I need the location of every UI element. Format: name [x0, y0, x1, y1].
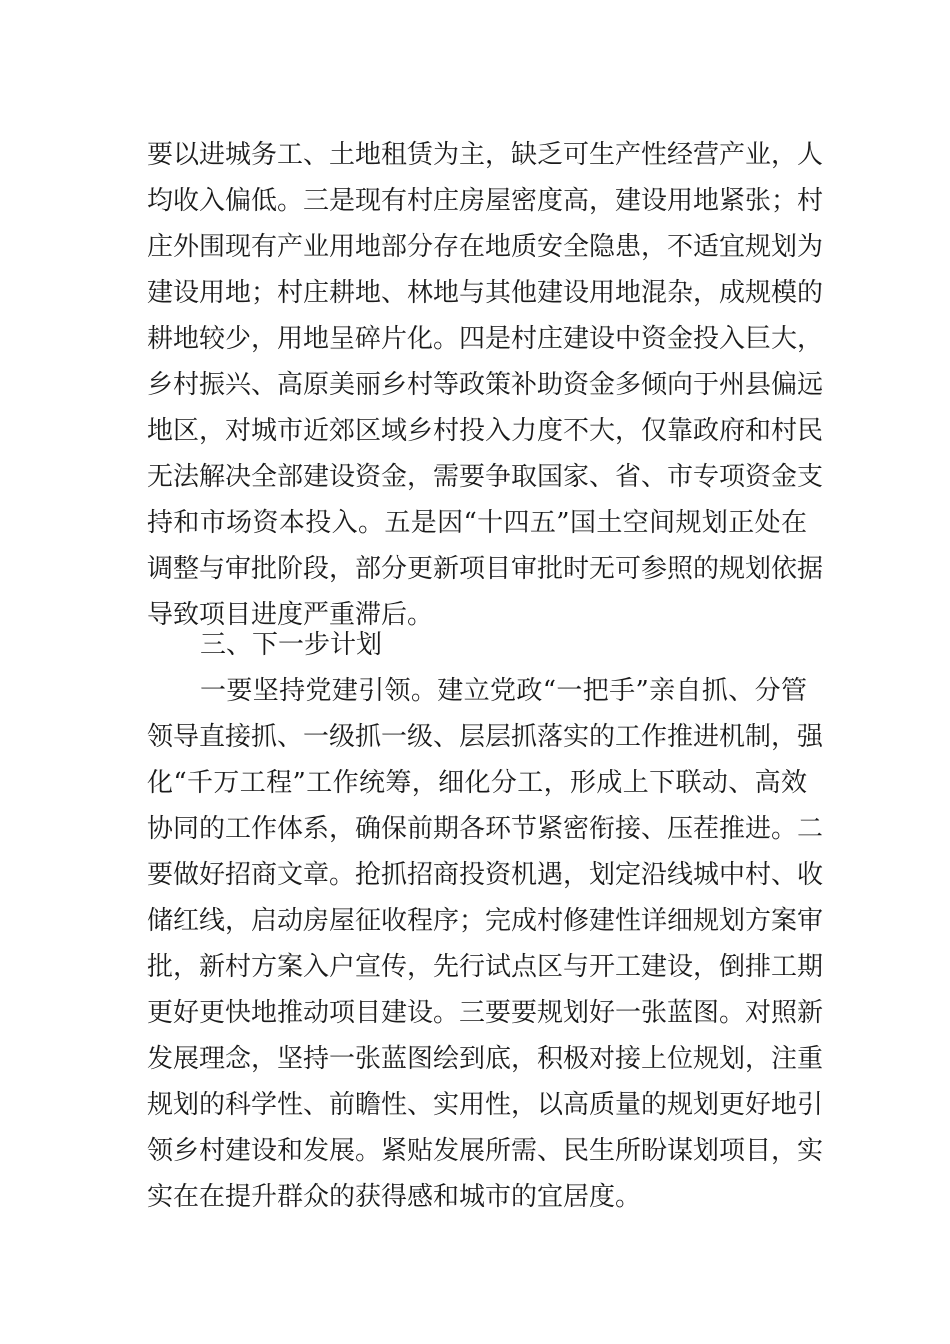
- paragraph-1-line: 导致项目进度严重滞后。: [147, 600, 434, 630]
- paragraph-2-line: 要做好招商文章。抢抓招商投资机遇，划定沿线城中村、收: [147, 860, 824, 890]
- paragraph-1-line: 地区，对城市近郊区域乡村投入力度不大，仅靠政府和村民: [147, 416, 824, 446]
- paragraph-1-line: 无法解决全部建设资金，需要争取国家、省、市专项资金支: [147, 462, 824, 492]
- paragraph-1-line: 持和市场资本投入。五是因“十四五”国土空间规划正处在: [147, 508, 807, 538]
- paragraph-2-line: 储红线，启动房屋征收程序；完成村修建性详细规划方案审: [147, 906, 824, 936]
- paragraph-1-line: 庄外围现有产业用地部分存在地质安全隐患，不适宜规划为: [147, 232, 824, 262]
- paragraph-2-line: 规划的科学性、前瞻性、实用性，以高质量的规划更好地引: [147, 1090, 824, 1120]
- paragraph-2-line: 领乡村建设和发展。紧贴发展所需、民生所盼谋划项目，实: [147, 1136, 824, 1166]
- paragraph-2-line: 化“千万工程”工作统筹，细化分工，形成上下联动、高效: [147, 768, 807, 798]
- paragraph-2-line: 领导直接抓、一级抓一级、层层抓落实的工作推进机制，强: [147, 722, 824, 752]
- paragraph-2-line: 实在在提升群众的获得感和城市的宜居度。: [147, 1182, 642, 1212]
- paragraph-2-line: 协同的工作体系，确保前期各环节紧密衔接、压茬推进。二: [147, 814, 824, 844]
- paragraph-1-line: 耕地较少，用地呈碎片化。四是村庄建设中资金投入巨大，: [147, 324, 824, 354]
- paragraph-1-line: 建设用地；村庄耕地、林地与其他建设用地混杂，成规模的: [147, 278, 824, 308]
- paragraph-1-line: 要以进城务工、土地租赁为主，缺乏可生产性经营产业，人: [147, 140, 824, 170]
- paragraph-1-line: 乡村振兴、高原美丽乡村等政策补助资金多倾向于州县偏远: [147, 370, 824, 400]
- paragraph-2-line: 发展理念，坚持一张蓝图绘到底，积极对接上位规划，注重: [147, 1044, 824, 1074]
- paragraph-1-line: 均收入偏低。三是现有村庄房屋密度高，建设用地紧张；村: [147, 186, 824, 216]
- paragraph-1-line: 调整与审批阶段，部分更新项目审批时无可参照的规划依据: [147, 554, 824, 584]
- section-heading: 三、下一步计划: [200, 630, 383, 660]
- paragraph-2-line: 一要坚持党建引领。建立党政“一把手”亲自抓、分管: [200, 676, 807, 706]
- paragraph-2-line: 更好更快地推动项目建设。三要要规划好一张蓝图。对照新: [147, 998, 824, 1028]
- paragraph-2-line: 批，新村方案入户宣传，先行试点区与开工建设，倒排工期: [147, 952, 824, 982]
